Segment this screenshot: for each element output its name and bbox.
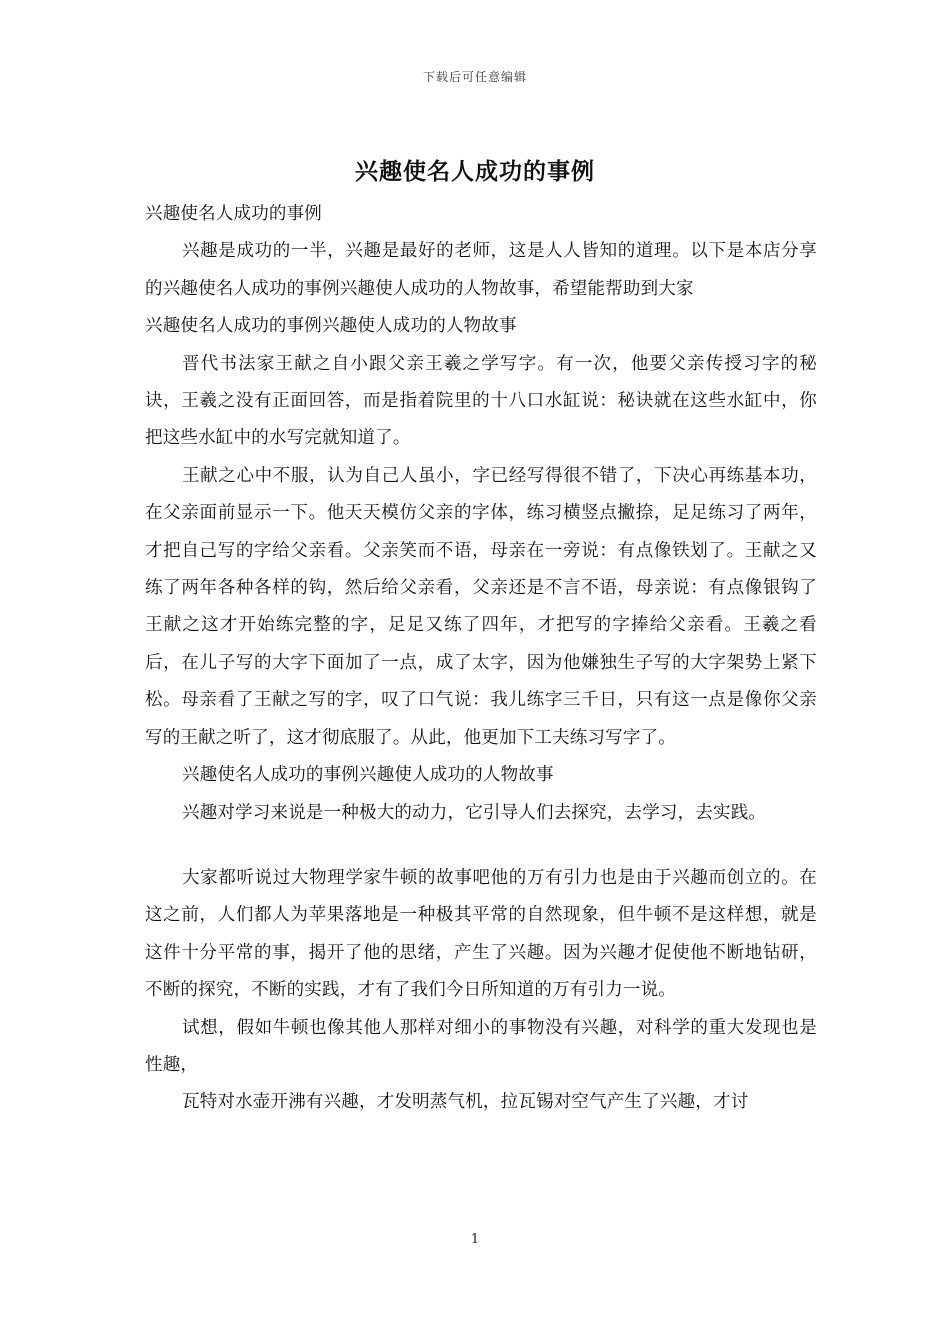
paragraph-interest-motivation: 兴趣对学习来说是一种极大的动力，它引导人们去探究，去学习，去实践。 (182, 802, 767, 823)
page-number: 1 (470, 1232, 480, 1247)
paragraph-section-heading-2: 兴趣使名人成功的事例兴趣使人成功的人物故事 (182, 765, 554, 786)
paragraph-watt: 瓦特对水壶开沸有兴趣，才发明蒸气机，拉瓦锡对空气产生了兴趣，才讨 (182, 1092, 749, 1113)
header-note: 下载后可任意编辑 (422, 70, 527, 84)
document-title: 兴趣使名人成功的事例 (355, 159, 595, 185)
paragraph-wang-xianzhi-2: 王献之心中不服，认为自己人虽小，字已经写得很不错了，下决心再练基本功，在父亲面前显示一下。他天天模仿父亲的字体，练习横竖点撇捺，足足练习了两年，才把自己写的字给父亲看。父亲笑而不语，母亲在一旁说：有点像铁划了。王献之又练了两年各种各样的钩，然后给父亲看，父亲还是不言不语，母亲说：有点像银钩了王献之这才开始练完整的字，足足又练了四年，才把写的字捧给父亲看。王羲之看后，在儿子写的大字下面加了一点，成了太字，因为他嫌独生子写的大字架势上紧下松。母亲看了王献之写的字，叹了口气说：我儿练字三千日，只有这一点是像你父亲写的王献之听了，这才彻底服了。从此，他更加下工夫练习写字了。 (145, 465, 817, 748)
paragraph-wang-xianzhi-1: 晋代书法家王献之自小跟父亲王羲之学写字。有一次，他要父亲传授习字的秘诀，王羲之没有正面回答，而是指着院里的十八口水缸说：秘诀就在这些水缸中，你把这些水缸中的水写完就知道了。 (145, 353, 817, 449)
paragraph-subtitle: 兴趣使名人成功的事例 (145, 204, 322, 224)
document-body (145, 196, 817, 1122)
paragraph-newton: 大家都听说过大物理学家牛顿的故事吧他的万有引力也是由于兴趣而创立的。在这之前，人们都人为苹果落地是一种极其平常的自然现象，但牛顿不是这样想，就是这件十分平常的事，揭开了他的思绪，产生了兴趣。因为兴趣才促使他不断地钻研，不断的探究，不断的实践，才有了我们今日所知道的万有引力一说。 (145, 867, 817, 1001)
paragraph-intro: 兴趣是成功的一半，兴趣是最好的老师，这是人人皆知的道理。以下是本店分享的兴趣使名人成功的事例兴趣使人成功的人物故事，希望能帮助到大家 (145, 241, 817, 299)
paragraph-section-heading: 兴趣使名人成功的事例兴趣使人成功的人物故事 (145, 316, 517, 337)
paragraph-imagine: 试想，假如牛顿也像其他人那样对细小的事物没有兴趣，对科学的重大发现也是性趣， (145, 1017, 817, 1075)
